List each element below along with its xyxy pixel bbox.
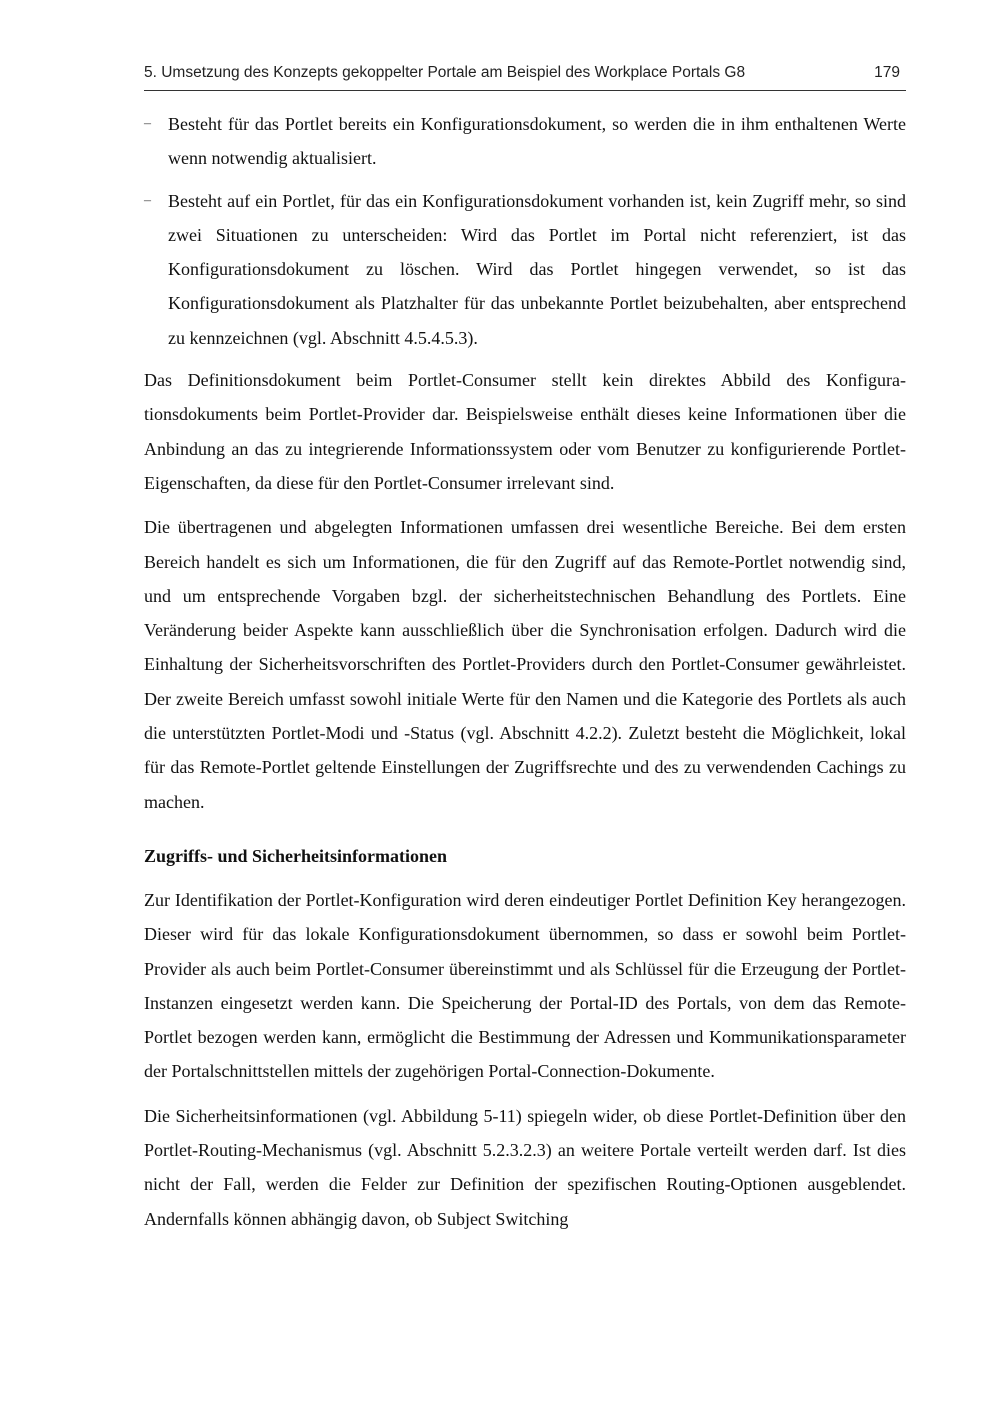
list-item-text: Besteht für das Portlet bereits ein Konfigurationsdokument, so werden die in ihm enthaltenen Werte wenn notwendig aktualisiert. [168,114,906,169]
list-item-text: Besteht auf ein Portlet, für das ein Konfigurationsdokument vorhanden ist, kein Zugriff mehr, so sind zwei Situationen zu unterscheiden: Wird das Portlet im Portal nicht referenziert, ist das Konfigurationsdokument zu löschen. Wird das Portlet hingegen verwendet, so ist das Konfigurationsdokument als Platzhalter für das unbekannte Portlet beizubehalten, aber entsprechend zu kennzeichnen (vgl. Abschnitt 4.5.4.5.3). [168,190,906,348]
dash-bullet-icon: – [144,116,151,131]
paragraph: Das Definitionsdokument beim Portlet-Consumer stellt kein direktes Abbild des Konfigurationsdokuments beim Portlet-Provider dar. Beispielsweise enthält dieses keine Informationen über die Anbindung an das zu integrierende Informationssystem oder vom Benutzer zu konfigurierende Portlet-Eigenschaften, da diese für den Portlet-Consumer irrelevant sind. [144,370,906,493]
paragraph: Die Sicherheitsinformationen (vgl. Abbildung 5-11) spiegeln wider, ob diese Portlet-Definition über den Portlet-Routing-Mechanismus (vgl. Abschnitt 5.2.3.2.3) an weitere Portale verteilt werden darf. Ist dies nicht der Fall, werden die Felder zur Definition der spezifischen Routing-Optionen ausgeblendet. Andernfalls können abhängig davon, ob Subject Switching [144,1105,906,1229]
paragraph: Zur Identifikation der Portlet-Konfiguration wird deren eindeutiger Portlet Definition Key herangezogen. Dieser wird für das lokale Konfigurationsdokument übernommen, so dass er sowohl beim Portlet-Provider als auch beim Portlet-Consumer übereinstimmt und als Schlüssel für die Erzeugung der Portlet-Instanzen eingesetzt werden kann. Die Speicherung der Portal-ID des Portals, von dem das Remote-Portlet bezogen werden kann, ermöglicht die Bestimmung der Adressen und Kommunikationsparameter der Portalschnittstellen mittels der zugehörigen Portal-Connection-Dokumente. [144,889,906,1082]
body-text [144,107,906,1236]
section-heading: Zugriffs- und Sicherheitsinformationen [144,845,448,866]
paragraph: Die übertragenen und abgelegten Informationen umfassen drei wesentliche Bereiche. Bei dem ersten Bereich handelt es sich um Informationen, die für den Zugriff auf das Remote-Portlet notwendig sind, und um entsprechende Vorgaben bzgl. der sicherheitstechnischen Behandlung des Portlets. Eine Veränderung beider Aspekte kann ausschließlich über die Synchronisation erfolgen. Dadurch wird die Einhaltung der Sicherheitsvorschriften des Portlet-Providers durch den Portlet-Consumer gewährleistet. Der zweite Bereich umfasst sowohl initiale Werte für den Namen und die Kategorie des Portlets als auch die unterstützten Portlet-Modi und -Status (vgl. Abschnitt 4.2.2). Zuletzt besteht die Möglichkeit, lokal für das Remote-Portlet geltende Einstellungen der Zugriffsrechte und des zu verwendenden Cachings zu machen. [144,517,906,812]
list-item [144,107,906,176]
bullet-list [144,107,906,355]
running-header [144,64,906,91]
list-item [144,184,906,355]
document-page [144,64,906,1246]
page-number: 179 [874,64,900,81]
header-title: 5. Umsetzung des Konzepts gekoppelter Portale am Beispiel des Workplace Portals G8 [144,64,746,81]
dash-bullet-icon: – [144,192,151,208]
